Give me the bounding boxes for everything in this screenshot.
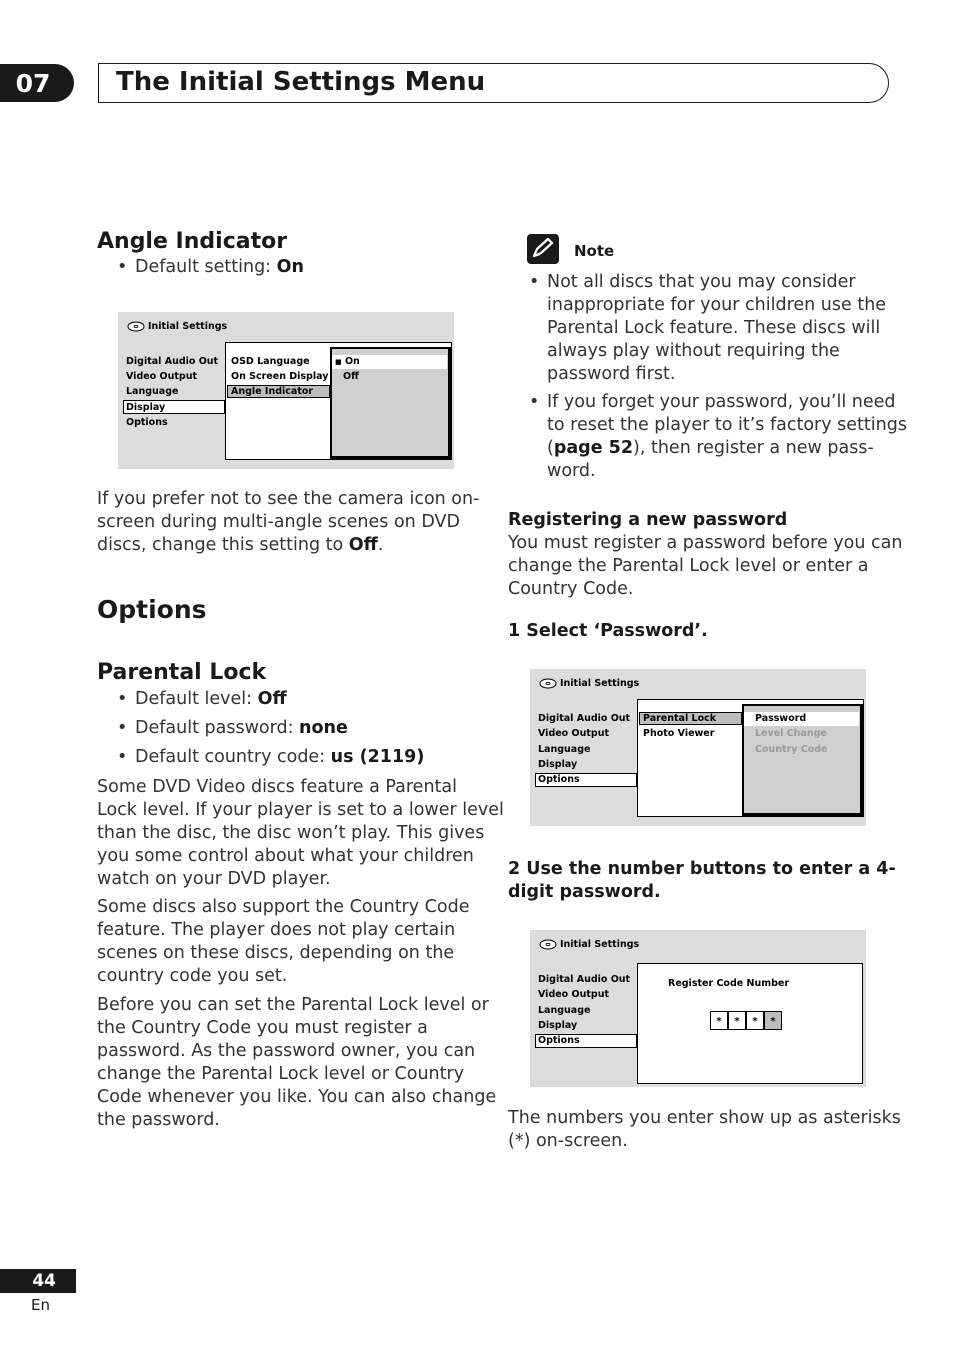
default-password-bullet: • Default password: none [117,718,348,738]
osd-menu-item: Digital Audio Out [126,356,219,367]
osd-menu-item: Video Output [538,728,610,739]
osd-angle-indicator-screen [118,312,454,469]
osd-option-level-change: Level Change [755,728,827,739]
osd-menu-item: Digital Audio Out [538,713,631,724]
step-1: 1 Select ‘Password’. [508,621,708,641]
disc-icon [539,678,557,689]
osd-register-prompt: Register Code Number [668,978,790,989]
osd-sub-item: Parental Lock [643,713,717,724]
default-country-code-bullet: • Default country code: us (2119) [117,747,425,767]
page-number: 44 [0,1269,76,1293]
options-heading: Options [97,595,207,624]
code-digit-box: * [764,1011,782,1030]
angle-indicator-heading: Angle Indicator [97,229,288,254]
osd-title: Initial Settings [539,678,639,689]
parental-paragraph-3: Before you can set the Parental Lock level or the Country Code you must register a password. As the password owner, you can change the Parental Lock level or Country Code whenever you like. You can also change the password. [97,995,497,1130]
osd-sub-item: OSD Language [231,356,310,367]
osd-sub-item: On Screen Display [231,371,329,382]
osd-menu-item: Options [126,417,168,428]
osd-menu-item: Language [126,386,179,397]
osd-menu-item: Display [538,759,578,770]
osd-option-password: Password [755,713,807,724]
osd-sub-item: Photo Viewer [643,728,715,739]
language-code: En [31,1296,50,1314]
chapter-title: The Initial Settings Menu [116,67,486,97]
osd-sub-item: Angle Indicator [231,386,314,397]
osd-password-screen [530,669,866,826]
code-digit-box: * [728,1011,746,1030]
chapter-number: 07 [0,64,74,102]
osd-menu-item: Options [538,1035,580,1046]
osd-menu-item: Options [538,774,580,785]
code-digit-box: * [710,1011,728,1030]
angle-paragraph: If you prefer not to see the camera icon on- screen during multi-angle scenes on DVD discs, change this setting to Off. [97,489,480,555]
code-digit-box: * [746,1011,764,1030]
disc-icon [127,321,145,332]
default-level-bullet: • Default level: Off [117,689,287,709]
parental-paragraph-1: Some DVD Video discs feature a Parental Lock level. If your player is set to a lower level than the disc, the disc won’t play. This gives you some control about what your children watch on your DVD player. [97,777,504,889]
osd-menu-item: Video Output [126,371,198,382]
parental-paragraph-2: Some discs also support the Country Code feature. The player does not play certain scenes on these discs, depending on the country code you set. [97,897,470,986]
register-heading: Registering a new password [508,510,788,530]
osd-option-country-code: Country Code [755,744,828,755]
osd-register-code-screen [530,930,866,1087]
osd-menu-item: Video Output [538,989,610,1000]
osd-option-off: Off [343,371,359,382]
parental-lock-heading: Parental Lock [97,660,267,685]
check-square-icon: ■ [335,358,342,366]
note-bullet-1: • Not all discs that you may consider inappropriate for your children use the Parental Lock feature. These discs will always play without requiring the password first. [529,272,887,384]
disc-icon [539,939,557,950]
osd-menu-item: Digital Audio Out [538,974,631,985]
osd-title: Initial Settings [127,321,227,332]
register-paragraph: You must register a password before you can change the Parental Lock level or enter a Country Code. [508,533,903,599]
osd-menu-item: Display [126,402,166,413]
osd-code-boxes [710,1011,784,1032]
osd-option-on: ■ On [335,356,360,367]
angle-default-bullet: • Default setting: On [117,257,304,277]
note-bullet-2: • If you forget your password, you’ll need to reset the player to it’s factory settings (page 52), then register a new pass- word. [529,392,907,481]
step-2: 2 Use the number buttons to enter a 4- digit password. [508,859,896,902]
osd-menu-item: Language [538,744,591,755]
osd-menu-item: Display [538,1020,578,1031]
note-label: Note [574,242,615,260]
pencil-note-icon [527,234,559,264]
osd-menu-item: Language [538,1005,591,1016]
asterisk-paragraph: The numbers you enter show up as asterisks (*) on-screen. [508,1108,901,1151]
osd-title: Initial Settings [539,939,639,950]
